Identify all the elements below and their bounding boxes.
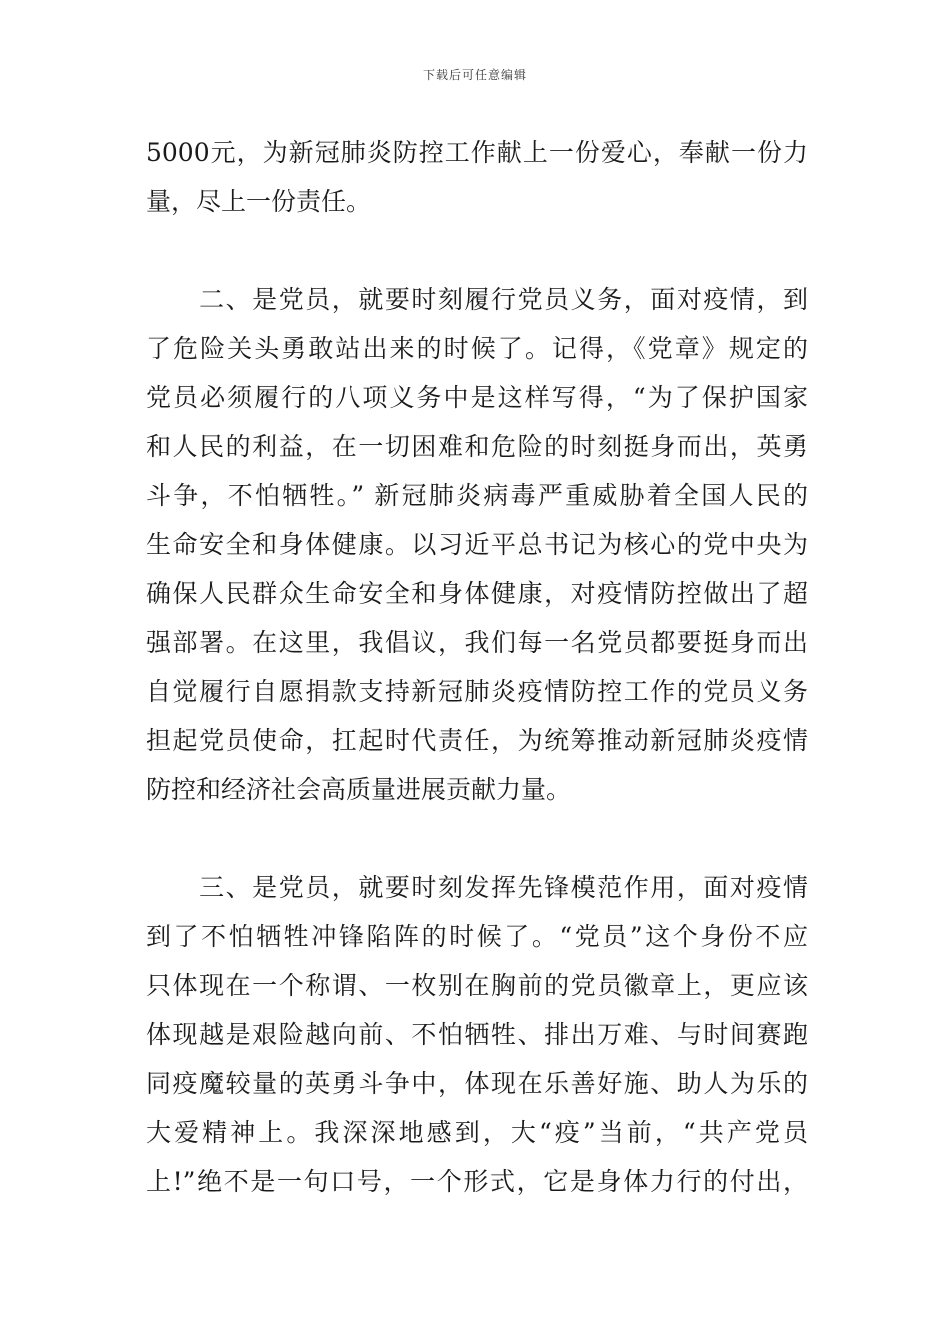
text-line: 党员必须履行的八项义务中是这样写得，“为了保护国家 bbox=[146, 383, 808, 412]
paragraph-1 bbox=[146, 128, 808, 226]
text-line: 上!”绝不是一句口号，一个形式，它是身体力行的付出， bbox=[146, 1167, 808, 1196]
paragraph-2 bbox=[146, 275, 808, 814]
text-line: 生命安全和身体健康。以习近平总书记为核心的党中央为 bbox=[146, 530, 808, 559]
text-line: 只体现在一个称谓、一枚别在胸前的党员徽章上，更应该 bbox=[146, 971, 808, 1000]
paragraph-3 bbox=[146, 863, 808, 1206]
text-line: 自觉履行自愿捐款支持新冠肺炎疫情防控工作的党员义务 bbox=[146, 677, 808, 706]
text-line: 确保人民群众生命安全和身体健康，对疫情防控做出了超 bbox=[146, 579, 808, 608]
text-line: 了危险关头勇敢站出来的时候了。记得，《党章》规定的 bbox=[146, 334, 808, 363]
paragraph-spacer bbox=[146, 814, 808, 863]
text-line: 5000元，为新冠肺炎防控工作献上一份爱心，奉献一份力 bbox=[146, 138, 808, 167]
text-line: 防控和经济社会高质量进展贡献力量。 bbox=[146, 775, 572, 804]
page-header-note: 下载后可任意编辑 bbox=[422, 68, 527, 82]
text-line: 体现越是艰险越向前、不怕牺牲、排出万难、与时间赛跑 bbox=[146, 1020, 808, 1049]
text-line: 斗争，不怕牺牲。” 新冠肺炎病毒严重威胁着全国人民的 bbox=[146, 481, 808, 510]
text-line: 量，尽上一份责任。 bbox=[146, 187, 372, 216]
text-line: 同疫魔较量的英勇斗争中，体现在乐善好施、助人为乐的 bbox=[146, 1069, 808, 1098]
text-line: 大爱精神上。我深深地感到，大“疫”当前，“共产党员 bbox=[146, 1118, 808, 1147]
text-line: 二、是党员，就要时刻履行党员义务，面对疫情，到 bbox=[146, 285, 808, 314]
document-body bbox=[146, 128, 808, 1206]
text-line: 和人民的利益，在一切困难和危险的时刻挺身而出，英勇 bbox=[146, 432, 808, 461]
text-line: 三、是党员，就要时刻发挥先锋模范作用，面对疫情 bbox=[146, 873, 808, 902]
text-line: 到了不怕牺牲冲锋陷阵的时候了。“党员”这个身份不应 bbox=[146, 922, 808, 951]
text-line: 担起党员使命，扛起时代责任，为统筹推动新冠肺炎疫情 bbox=[146, 726, 808, 755]
paragraph-spacer bbox=[146, 226, 808, 275]
text-line: 强部署。在这里，我倡议，我们每一名党员都要挺身而出 bbox=[146, 628, 808, 657]
